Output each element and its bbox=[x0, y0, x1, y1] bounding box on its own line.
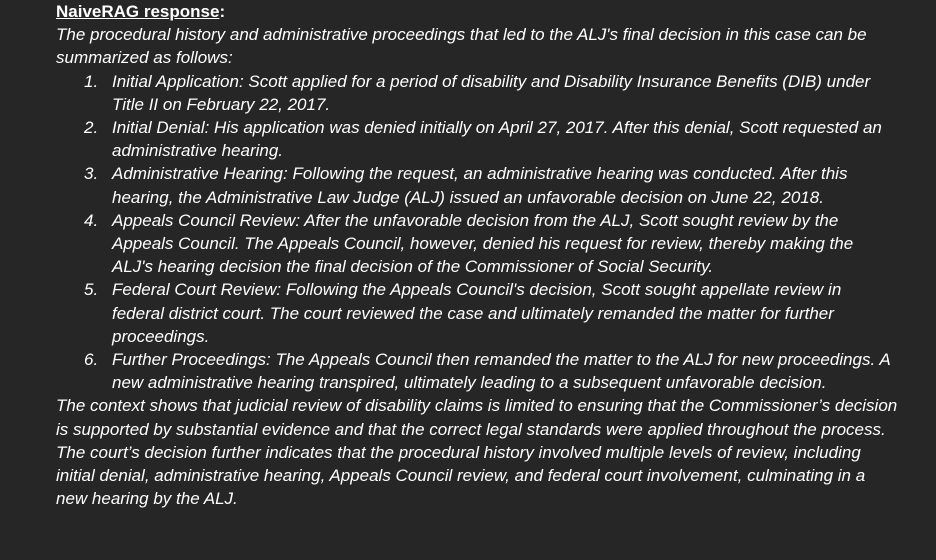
list-item-text: Federal Court Review: Following the Appeals Council's decision, Scott sought appellate review in federal district court. The court reviewed the case and ultimately remanded the matter for further proceedings. bbox=[112, 280, 842, 346]
list-item-number: 5. bbox=[84, 280, 99, 300]
list-item-number: 4. bbox=[84, 210, 99, 230]
list-item-text: Initial Application: Scott applied for a period of disability and Disability Insurance Benefits (DIB) under Title II on February 22, 2017. bbox=[112, 71, 871, 114]
list-item bbox=[56, 116, 900, 162]
list-item-text: Further Proceedings: The Appeals Council then remanded the matter to the ALJ for new proceedings. A new administrative hearing transpired, ultimately leading to a subsequent unfavorable decision. bbox=[112, 350, 891, 393]
list-item-number: 3. bbox=[84, 164, 99, 184]
response-heading-label: NaiveRAG response bbox=[56, 2, 220, 21]
response-heading bbox=[56, 0, 900, 23]
conclusion-paragraph: The context shows that judicial review of disability claims is limited to ensuring that the Commissioner’s decision is supported by substantial evidence and that the correct legal standards were applied throughout the process. The court’s decision further indicates that the procedural history involved multiple levels of review, including initial denial, administrative hearing, Appeals Council review, and federal court involvement, culminating in a new hearing by the ALJ. bbox=[56, 396, 898, 509]
list-item bbox=[56, 348, 900, 394]
intro-paragraph: The procedural history and administrative proceedings that led to the ALJ's final decision in this case can be summarized as follows: bbox=[56, 25, 867, 68]
response-heading-colon: : bbox=[219, 2, 226, 21]
list-item bbox=[56, 278, 900, 348]
list-item-text: Appeals Council Review: After the unfavorable decision from the ALJ, Scott sought review by the Appeals Council. The Appeals Council, however, denied his request for review, thereby making the ALJ's hearing decision the final decision of the Commissioner of Social Security. bbox=[112, 210, 854, 277]
list-item-text: Administrative Hearing: Following the request, an administrative hearing was conducted. After this hearing, the Administrative Law Judge (ALJ) issued an unfavorable decision on June 22, 2018. bbox=[112, 164, 848, 207]
list-item-number: 2. bbox=[84, 118, 99, 138]
list-item bbox=[56, 209, 900, 279]
list-item-number: 1. bbox=[84, 71, 99, 91]
list-item bbox=[56, 70, 900, 116]
list-item-text: Initial Denial: His application was denied initially on April 27, 2017. After this denial, Scott requested an administrative hearing. bbox=[112, 118, 882, 161]
list-item bbox=[56, 162, 900, 208]
list-item-number: 6. bbox=[84, 350, 99, 370]
procedural-steps-list bbox=[56, 70, 900, 395]
